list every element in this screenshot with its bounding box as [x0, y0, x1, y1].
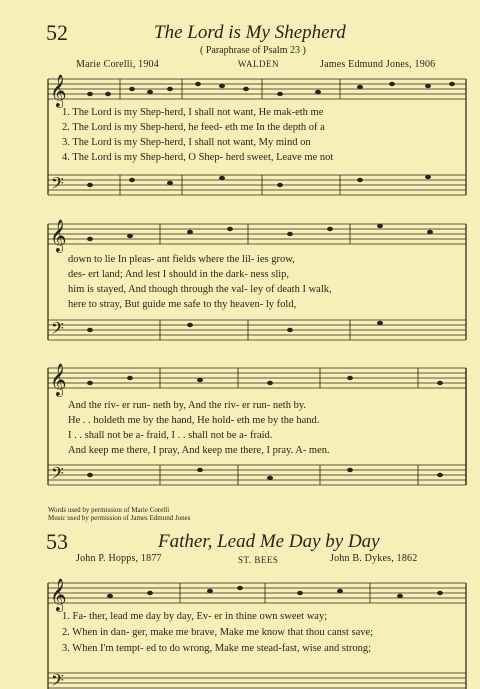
tune-name: WALDEN [238, 59, 279, 69]
footnote: Words used by permission of Marie Corelli [48, 506, 170, 514]
lyric-line: him is stayed, And though through the val- ley of death I walk, [68, 284, 332, 295]
lyric-line: 2. When in dan- ger, make me brave, Make me know that thou canst save; [62, 627, 374, 638]
author-credit: Marie Corelli, 1904 [76, 59, 159, 70]
hymn-title: Father, Lead Me Day by Day [158, 531, 380, 552]
author-credit: John P. Hopps, 1877 [76, 553, 162, 564]
svg-text:𝄢: 𝄢 [51, 670, 64, 689]
svg-text:𝄞: 𝄞 [50, 578, 67, 611]
composer-credit: James Edmund Jones, 1906 [320, 59, 436, 70]
svg-text:𝄞: 𝄞 [50, 363, 67, 396]
lyric-line: He . . holdeth me by the hand, He hold- eth me by the hand. [68, 415, 320, 426]
lyric-line: And keep me there, I pray, And keep me there, I pray. A- men. [68, 445, 330, 456]
lyric-line: And the riv- er run- neth by, And the riv- er run- neth by. [68, 400, 307, 411]
svg-text:𝄢: 𝄢 [51, 173, 64, 197]
lyric-line: 4. The Lord is my Shep-herd, O Shep- herd sweet, Leave me not [62, 152, 334, 163]
staff-lines [48, 79, 466, 99]
svg-text:𝄢: 𝄢 [51, 318, 64, 342]
hymn-number: 52 [46, 20, 68, 45]
lyric-line: 3. The Lord is my Shep-herd, I shall not want, My mind on [62, 137, 311, 148]
lyric-line: down to lie In pleas- ant fields where the lil- ies grow, [68, 254, 295, 265]
footnote: Music used by permission of James Edmund Jones [48, 514, 191, 522]
lyric-line: des- ert land; And lest I should in the dark- ness slip, [68, 269, 290, 280]
lyric-line: 2. The Lord is my Shep-herd, he feed- eth me In the depth of a [62, 122, 325, 133]
svg-text:𝄞: 𝄞 [50, 219, 67, 252]
svg-text:𝄢: 𝄢 [51, 463, 64, 487]
hymn-subtitle: ( Paraphrase of Psalm 23 ) [200, 45, 306, 56]
hymn-title: The Lord is My Shepherd [154, 22, 346, 43]
lyric-line: 3. When I'm tempt- ed to do wrong, Make me stead-fast, wise and strong; [62, 643, 372, 654]
svg-text:𝄞: 𝄞 [50, 74, 67, 107]
hymn-number: 53 [46, 529, 68, 554]
lyric-line: here to stray, But guide me safe to thy heaven- ly fold, [68, 299, 297, 310]
lyric-line: I . . shall not be a- fraid, I . . shall not be a- fraid. [68, 430, 273, 441]
lyric-line: 1. The Lord is my Shep-herd, I shall not want, He mak-eth me [62, 107, 324, 118]
tune-name: ST. BEES [238, 555, 279, 565]
lyric-line: 1. Fa- ther, lead me day by day, Ev- er in thine own sweet way; [62, 611, 328, 622]
composer-credit: John B. Dykes, 1862 [330, 553, 418, 564]
